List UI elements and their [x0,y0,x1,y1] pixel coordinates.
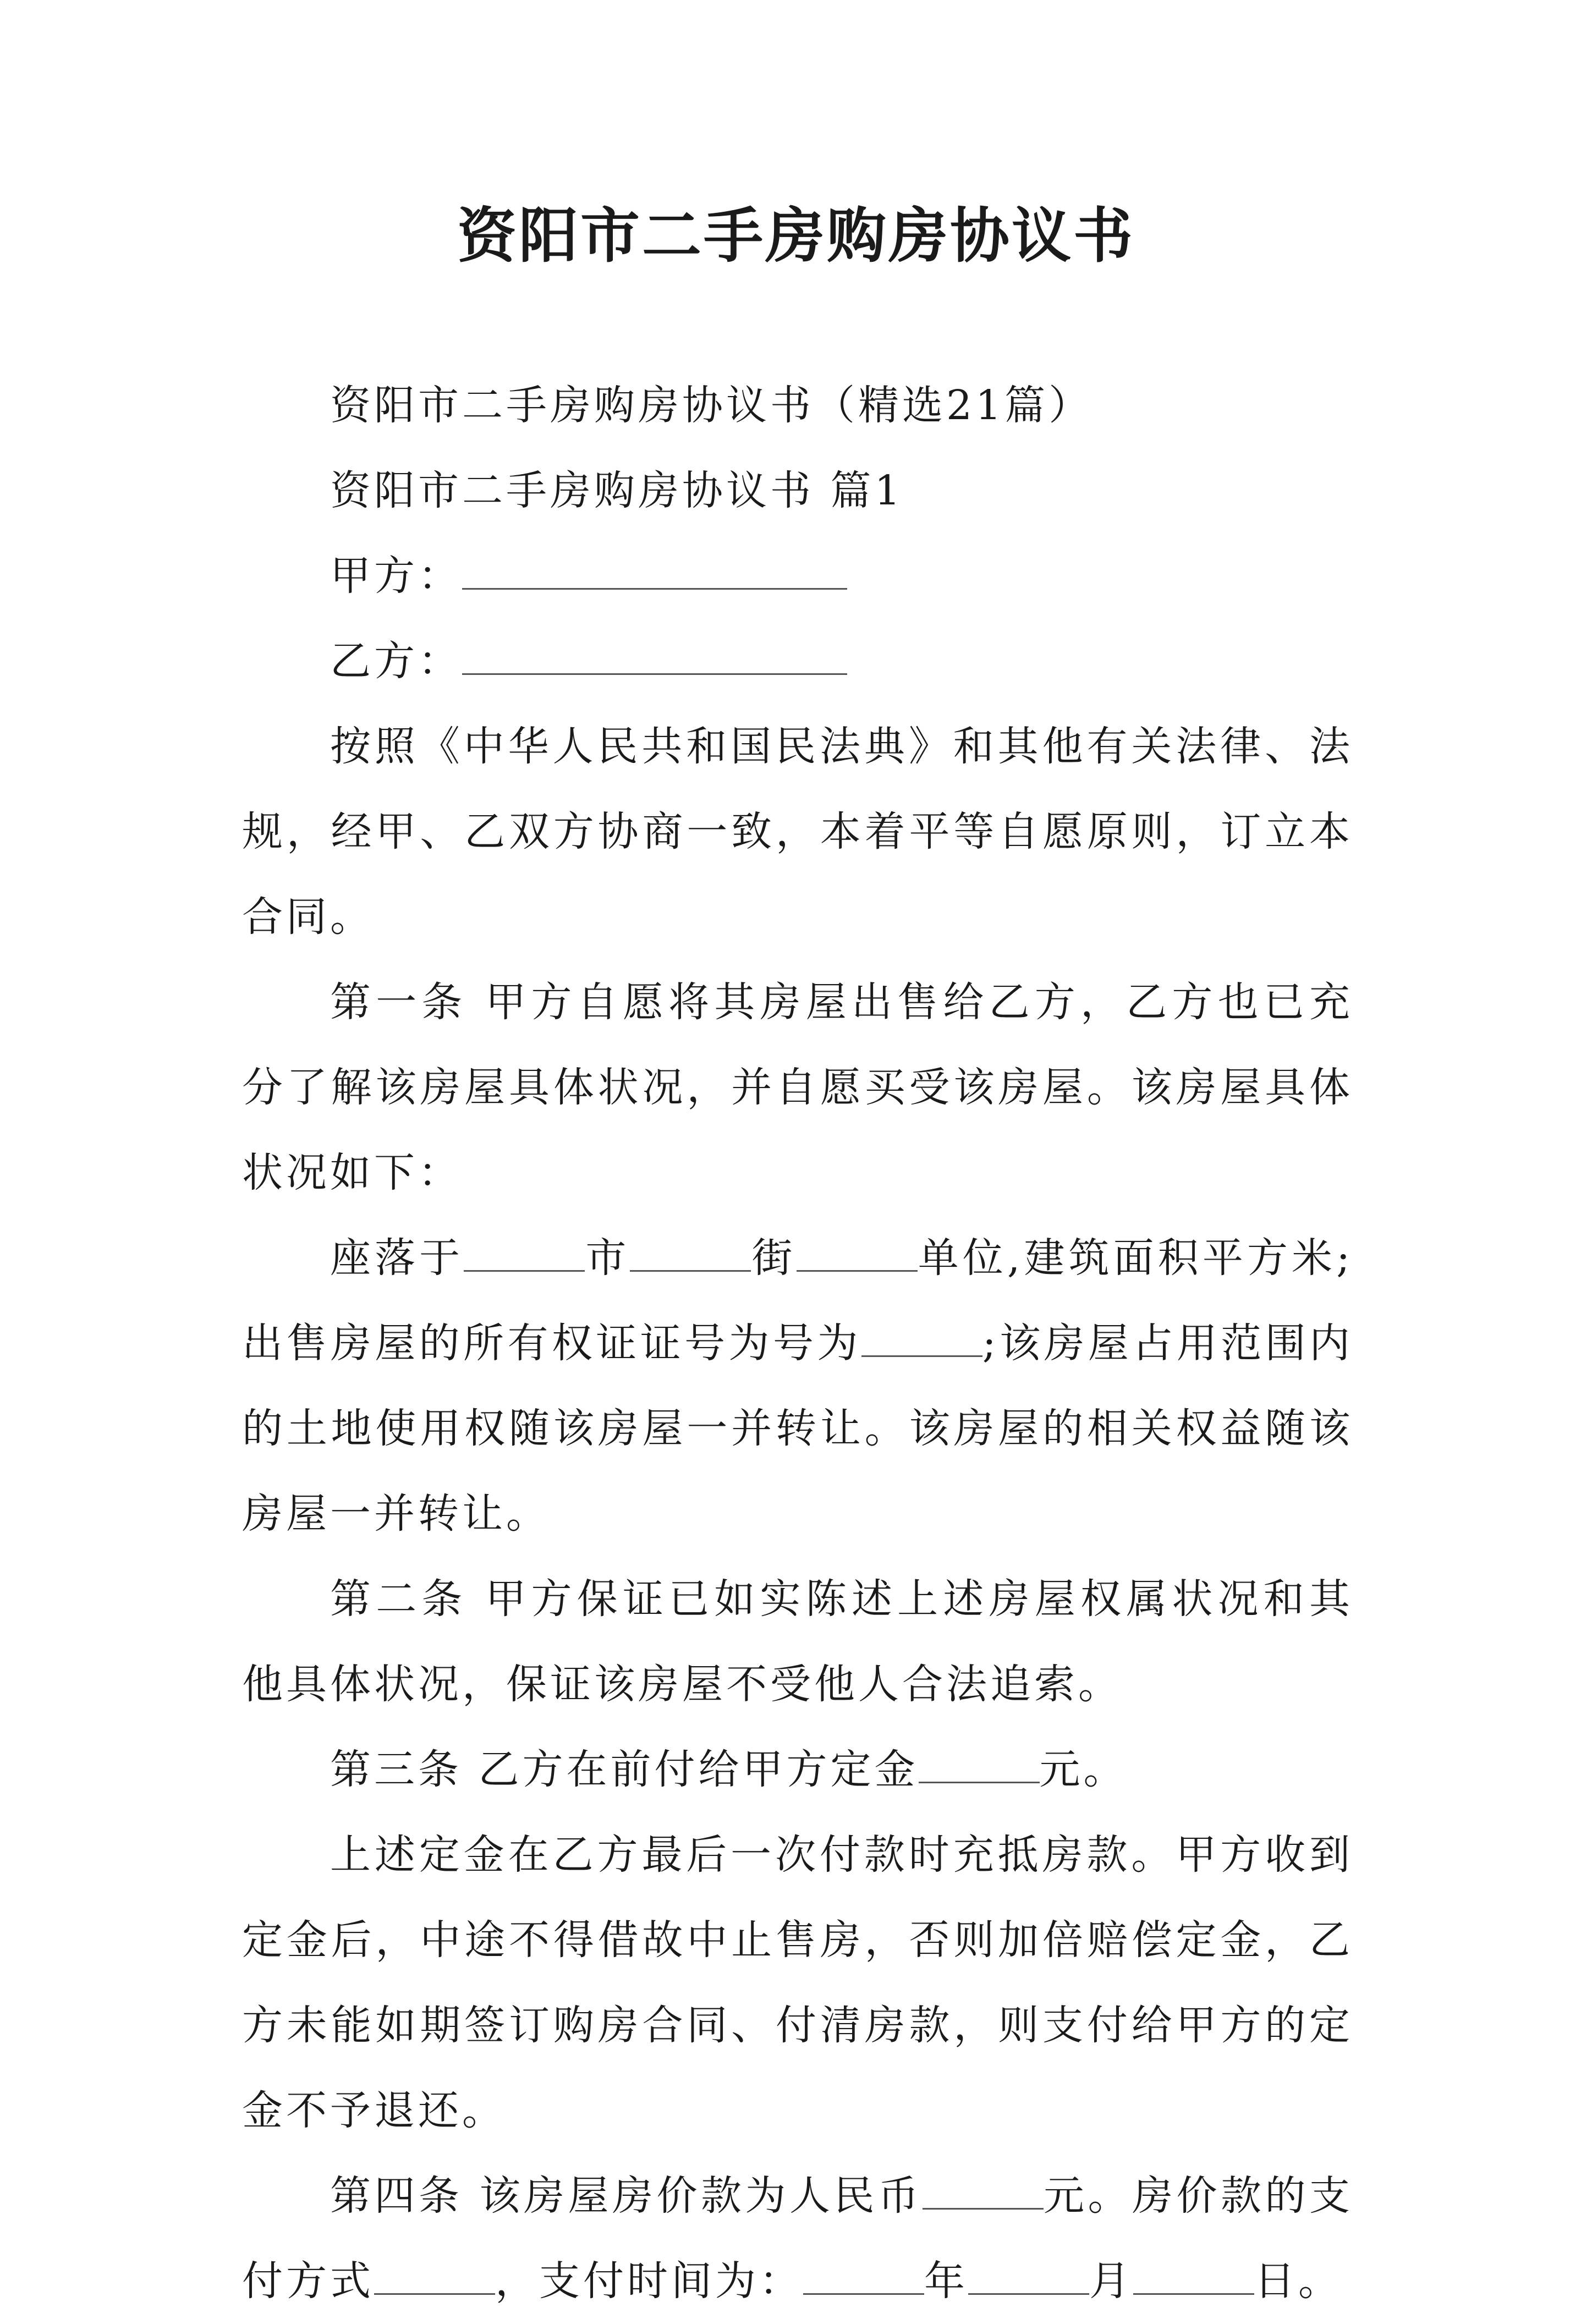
unit-blank [797,1237,918,1272]
certificate-number-blank [861,1322,982,1357]
location-text-3: 街 [751,1234,797,1282]
article-1-paragraph: 第一条 甲方自愿将其房屋出售给乙方，乙方也已充分了解该房屋具体状况，并自愿买受该房屋。该房屋具体状况如下： [242,979,1353,1196]
location-text-2: 市 [585,1234,630,1282]
article-4-text-2: 元。房价款的支付方式 [242,2172,1353,2305]
intro-paragraph: 按照《中华人民共和国民法典》和其他有关法律、法规，经甲、乙双方协商一致，本着平等自愿原则，订立本合同。 [242,723,1353,941]
location-text-5: ;该房屋占用范围内的土地使用权随该房屋一并转让。该房屋的相关权益随该房屋一并转让。 [242,1320,1353,1537]
location-text-1: 座落于 [330,1234,464,1282]
location-paragraph [242,1216,1353,1557]
street-blank [630,1237,751,1272]
article-2-paragraph: 第二条 甲方保证已如实陈述上述房屋权属状况和其他具体状况，保证该房屋不受他人合法追索。 [242,1575,1353,1708]
party-a-blank [462,555,847,590]
article-3-text-2: 元。 [1039,1746,1128,1793]
article-4-text-1: 第四条 该房屋房价款为人民币 [330,2172,923,2219]
party-b-blank [462,640,847,675]
article-4-text-4: 年 [924,2257,968,2305]
year-blank [803,2260,924,2295]
month-blank [968,2260,1089,2295]
article-4-paragraph [242,2153,1353,2324]
party-b-label: 乙方： [330,638,462,685]
deposit-amount-blank [919,1749,1040,1783]
deposit-clause-paragraph: 上述定金在乙方最后一次付款时充抵房款。甲方收到定金后，中途不得借故中止售房，否则加倍赔偿定金，乙方未能如期签订购房合同、付清房款，则支付给甲方的定金不予退还。 [242,1831,1353,2134]
party-b-line [242,619,1353,704]
section-heading: 资阳市二手房购房协议书 篇1 [330,467,904,514]
city-blank [464,1237,585,1272]
article-4-text-3: ，支付时间为： [495,2257,803,2305]
document-body [242,363,1353,2324]
party-a-line [242,534,1353,619]
document-title: 资阳市二手房购房协议书 [457,202,1135,271]
document-subtitle: 资阳市二手房购房协议书（精选21篇） [330,382,1093,429]
article-4-text-6: 日。 [1254,2257,1342,2305]
article-4-text-5: 月 [1089,2257,1133,2305]
location-text-4: 单位,建筑面积平方米;出售房屋的所有权证证号为号为 [242,1234,1354,1367]
party-a-label: 甲方： [330,552,462,600]
day-blank [1133,2260,1254,2295]
price-blank [923,2175,1044,2210]
article-3-paragraph [242,1727,1353,1812]
payment-method-blank [374,2260,495,2295]
article-3-text-1: 第三条 乙方在前付给甲方定金 [330,1746,919,1793]
